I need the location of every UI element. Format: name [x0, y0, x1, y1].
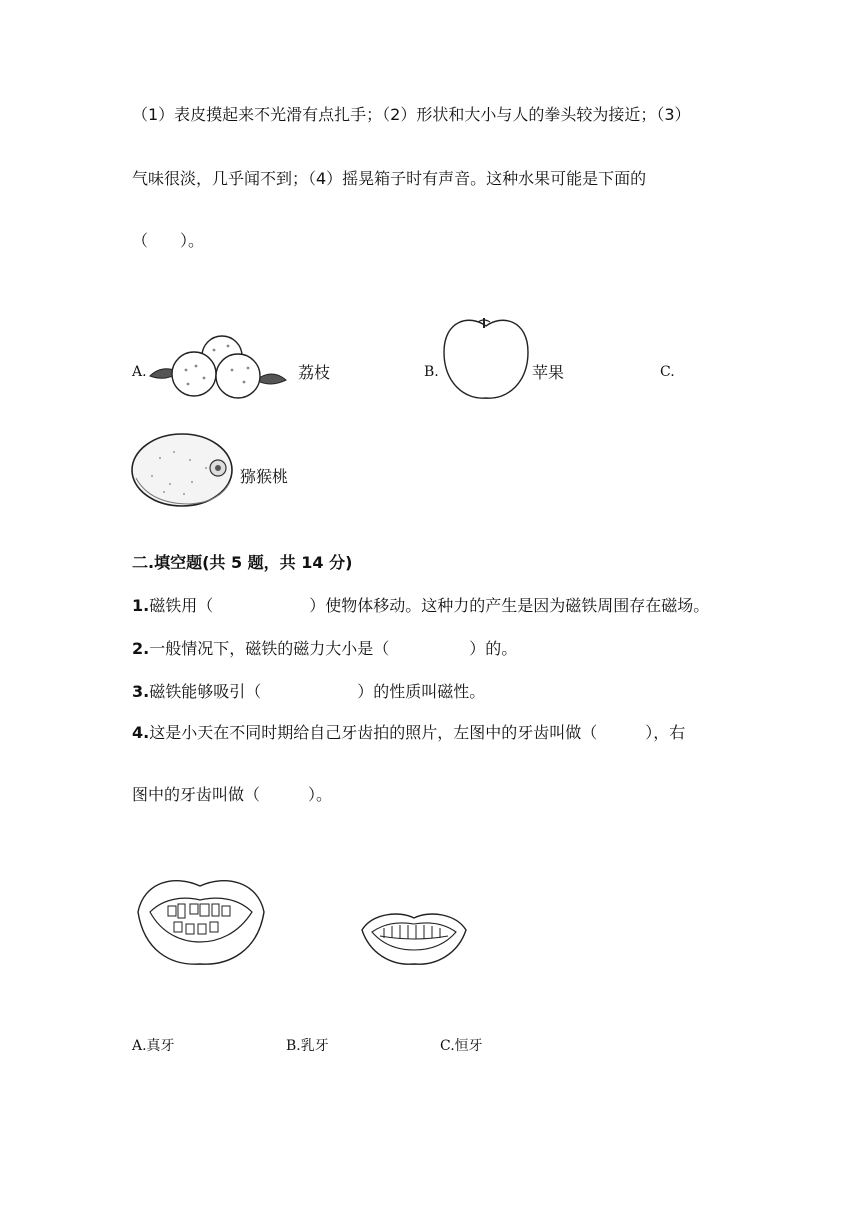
question-line-2: 气味很淡，几乎闻不到；（4）摇晃箱子时有声音。这种水果可能是下面的 — [132, 169, 647, 188]
question-text: 磁铁能够吸引（ ）的性质叫磁性。 — [149, 682, 486, 701]
question-line-3: （ ）。 — [132, 231, 205, 250]
option-b-label: B.乳牙 — [286, 1038, 329, 1054]
question-text: 一般情况下，磁铁的磁力大小是（ ）的。 — [149, 639, 518, 658]
option-c-label: C.恒牙 — [440, 1038, 483, 1054]
option-a-letter: A. — [132, 364, 147, 380]
option-c-name: 猕猴桃 — [240, 467, 289, 486]
lychee-illustration-icon — [148, 330, 288, 402]
option-b-letter: B. — [424, 364, 439, 380]
baby-teeth-mouth-illustration-icon — [134, 872, 268, 968]
question-number: 1. — [132, 596, 150, 615]
kiwi-illustration-icon — [130, 432, 240, 512]
question-item — [132, 595, 709, 617]
question-item — [132, 722, 685, 744]
permanent-teeth-mouth-illustration-icon — [358, 908, 470, 968]
apple-illustration-icon — [440, 312, 532, 404]
question-number: 4. — [132, 723, 150, 742]
option-b-name: 苹果 — [532, 363, 565, 382]
question-text-continued: 图中的牙齿叫做（ ）。 — [132, 785, 333, 804]
section-heading: 二.填空题(共 5 题，共 14 分) — [132, 553, 353, 572]
question-item — [132, 681, 485, 703]
option-a-name: 荔枝 — [298, 363, 331, 382]
question-number: 3. — [132, 682, 150, 701]
question-item — [132, 638, 517, 660]
option-a-label: A.真牙 — [132, 1038, 175, 1054]
question-text: 磁铁用（ ）使物体移动。这种力的产生是因为磁铁周围存在磁场。 — [149, 596, 710, 615]
question-line-1: （1）表皮摸起来不光滑有点扎手；（2）形状和大小与人的拳头较为接近；（3） — [132, 105, 691, 124]
option-c-letter: C. — [660, 364, 675, 380]
question-text: 这是小天在不同时期给自己牙齿拍的照片，左图中的牙齿叫做（ ），右 — [149, 723, 686, 742]
question-number: 2. — [132, 639, 150, 658]
